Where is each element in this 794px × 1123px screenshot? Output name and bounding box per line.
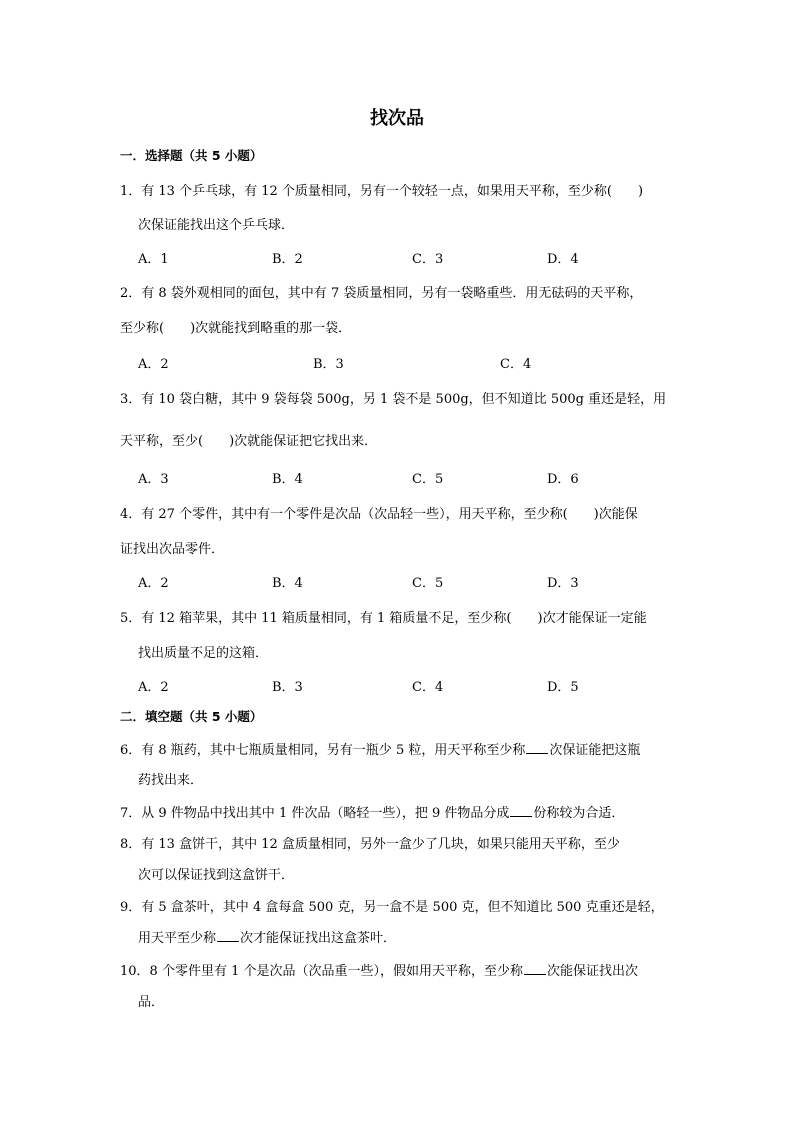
question-1-option-a: A．1 (138, 252, 169, 267)
question-5-line-2: 找出质量不足的这箱． (138, 646, 269, 661)
question-5-option-d: D．5 (547, 680, 579, 695)
question-9-line-1: 9．有 5 盒茶叶，其中 4 盒每盒 500 克，另一盒不是 500 克，但不知道比 500 克重还是轻， (120, 900, 664, 915)
question-2-option-c: C．4 (500, 357, 532, 372)
question-9-text-a: 用天平至少称 (138, 931, 217, 946)
question-4-option-d: D．3 (547, 576, 579, 591)
question-8-line-1: 8．有 13 盒饼干，其中 12 盒质量相同，另外一盒少了几块，如果只能用天平称，至少 (120, 837, 620, 852)
question-5-option-c: C．4 (412, 680, 444, 695)
question-3-line-1: 3．有 10 袋白糖，其中 9 袋每袋 500g，另 1 袋不是 500g，但不知道比 500g 重还是轻，用 (120, 392, 667, 407)
question-5-line-1: 5．有 12 箱苹果，其中 11 箱质量相同，有 1 箱质量不足，至少称( )次才能保证一定能 (120, 611, 647, 626)
question-5-option-b: B．3 (272, 680, 303, 695)
question-6-line-1 (120, 739, 640, 758)
answer-blank[interactable] (524, 962, 546, 975)
question-7-text-a: 7．从 9 件物品中找出其中 1 件次品（略轻一些），把 9 件物品分成 (120, 806, 510, 821)
answer-blank[interactable] (217, 929, 239, 942)
page-title: 找次品 (370, 108, 424, 129)
question-3-option-b: B．4 (272, 472, 303, 487)
question-1-line-2: 次保证能找出这个乒乓球． (138, 218, 295, 233)
question-7-text-b: 份称较为合适． (533, 806, 625, 821)
question-1-option-d: D．4 (547, 252, 579, 267)
question-4-option-a: A．2 (138, 576, 169, 591)
question-2-line-2: 至少称( )次就能找到略重的那一袋． (120, 321, 352, 336)
question-4-option-c: C．5 (412, 576, 444, 591)
question-9-line-2 (138, 927, 396, 946)
question-3-line-2: 天平称，至少( )次就能保证把它找出来． (120, 434, 378, 449)
question-5-option-a: A．2 (138, 680, 169, 695)
question-10-line-1 (120, 960, 638, 979)
question-8-line-2: 次可以保证找到这盒饼干． (138, 868, 295, 883)
question-4-option-b: B．4 (272, 576, 303, 591)
question-10-line-2: 品． (138, 995, 165, 1010)
question-2-option-b: B．3 (313, 357, 344, 372)
answer-blank[interactable] (526, 741, 548, 754)
question-3-option-d: D．6 (547, 472, 579, 487)
question-10-text-a: 10．8 个零件里有 1 个是次品（次品重一些），假如用天平称，至少称 (120, 964, 523, 979)
question-2-line-1: 2．有 8 袋外观相同的面包，其中有 7 袋质量相同，另有一袋略重些．用无砝码的天平称， (120, 286, 643, 301)
question-6-text-b: 次保证能把这瓶 (549, 743, 641, 758)
question-2-option-a: A．2 (138, 357, 169, 372)
question-4-line-1: 4．有 27 个零件，其中有一个零件是次品（次品轻一些），用天平称，至少称( )次能保 (120, 507, 638, 522)
question-1-line-1: 1．有 13 个乒乓球，有 12 个质量相同，另有一个较轻一点，如果用天平称，至少称( ) (120, 184, 644, 199)
section-heading-fill: 二．填空题（共 5 小题） (120, 709, 263, 724)
question-9-text-b: 次才能保证找出这盒茶叶． (240, 931, 397, 946)
question-10-text-b: 次能保证找出次 (546, 964, 638, 979)
question-1-option-c: C．3 (412, 252, 444, 267)
question-6-line-2: 药找出来． (138, 773, 204, 788)
section-heading-choice: 一．选择题（共 5 小题） (120, 148, 263, 163)
question-6-text-a: 6．有 8 瓶药，其中七瓶质量相同，另有一瓶少 5 粒，用天平称至少称 (120, 743, 526, 758)
answer-blank[interactable] (510, 804, 532, 817)
question-3-option-a: A．3 (138, 472, 169, 487)
question-7-line-1 (120, 802, 624, 821)
question-3-option-c: C．5 (412, 472, 444, 487)
question-1-option-b: B．2 (272, 252, 303, 267)
question-4-line-2: 证找出次品零件． (120, 542, 225, 557)
